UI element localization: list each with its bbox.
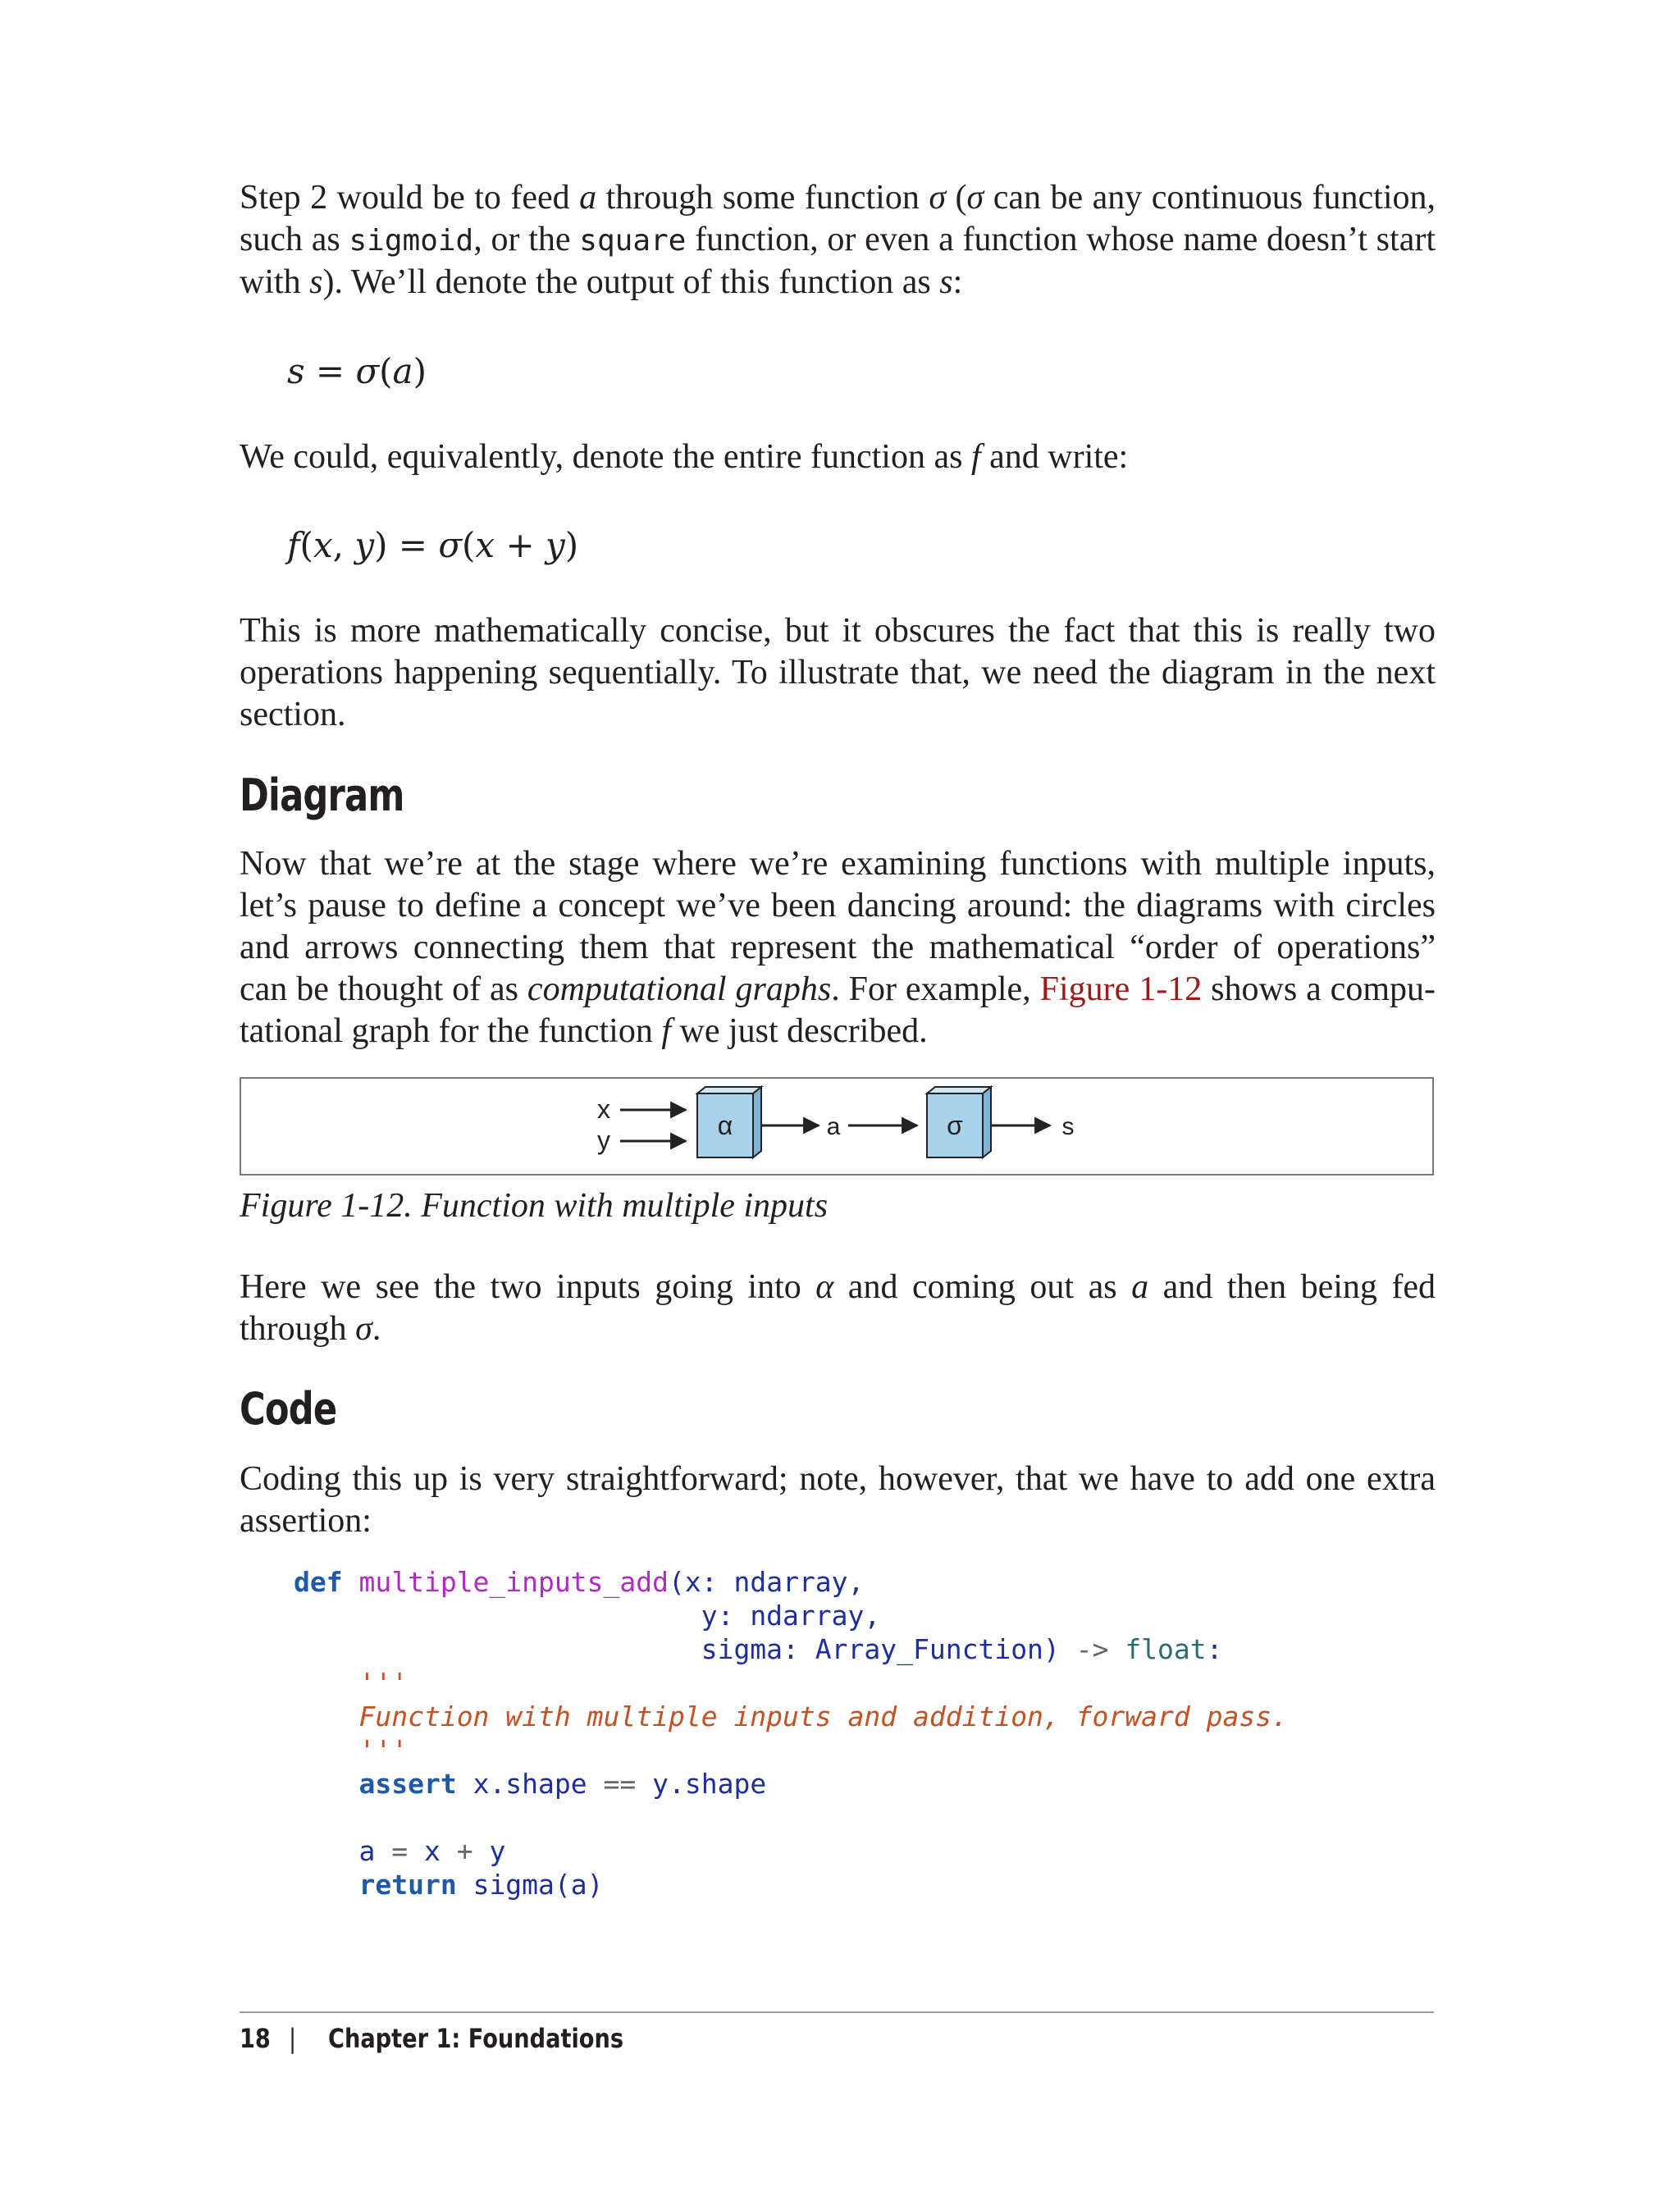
line: tational graph for the function f we just described. <box>240 1012 928 1050</box>
paragraph-step2 <box>240 177 1436 304</box>
line: We could, equivalently, denote the entire function as f and write: <box>240 438 1129 476</box>
sigma-node <box>927 1087 991 1157</box>
line: such as sigmoid, or the square function, or even a function whose name doesn’t start <box>240 221 1436 258</box>
paragraph-coding <box>240 1459 1436 1542</box>
paragraph-here-we-see <box>240 1267 1436 1350</box>
code-line: assert x.shape == y.shape <box>358 1768 767 1800</box>
paragraph-equivalently <box>240 436 1436 478</box>
figure-frame <box>240 1077 1434 1176</box>
line: with s). We’ll denote the output of this function as s: <box>240 263 963 301</box>
section-heading-diagram: Diagram <box>240 769 404 821</box>
line: operations happening sequentially. To illustrate that, we need the diagram in the next <box>240 654 1436 692</box>
equation-f: f(x, y) = σ(x + y) <box>287 525 579 565</box>
line: and arrows connecting them that represent the mathematical “order of operations” <box>240 929 1436 966</box>
inline-code: sigmoid <box>349 224 474 258</box>
sigma-label: σ <box>947 1111 963 1140</box>
line: assertion: <box>240 1502 372 1540</box>
computational-graph <box>241 1079 1432 1174</box>
line: section. <box>240 696 346 733</box>
code-line: return sigma(a) <box>358 1869 604 1901</box>
paragraph-computational-graphs <box>240 843 1436 1052</box>
paragraph-concise <box>240 610 1436 736</box>
line: This is more mathematically concise, but it obscures the fact that this is really two <box>240 612 1436 650</box>
line: can be thought of as computational graphs. For example, Figure 1-12 shows a compu- <box>240 970 1436 1008</box>
alpha-node <box>697 1087 761 1157</box>
line: let’s pause to define a concept we’ve been dancing around: the diagrams with circles <box>240 887 1436 924</box>
footer-separator: | <box>289 2023 297 2054</box>
figure-caption: Figure 1-12. Function with multiple inputs <box>240 1187 829 1225</box>
chapter-title: Chapter 1: Foundations <box>328 2023 624 2054</box>
footer-rule <box>240 2011 1434 2013</box>
mid-label-a: a <box>826 1113 841 1140</box>
input-x-label: x <box>597 1094 610 1124</box>
line: Here we see the two inputs going into α and coming out as a and then being fed <box>240 1268 1436 1306</box>
code-line: Function with multiple inputs and addition, forward pass. <box>358 1701 1288 1732</box>
code-line: a = x + y <box>358 1835 506 1867</box>
code-line: y: ndarray, <box>701 1600 881 1632</box>
page-number: 18 <box>240 2023 271 2054</box>
equation-s: s = σ(a) <box>287 351 427 391</box>
line: Coding this up is very straightforward; note, however, that we have to add one extra <box>240 1460 1436 1498</box>
line: through σ. <box>240 1310 381 1348</box>
line: Step 2 would be to feed a through some function σ (σ can be any continuous function, <box>240 179 1436 217</box>
line: Now that we’re at the stage where we’re examining functions with multiple inputs, <box>240 845 1436 883</box>
inline-code: square <box>579 224 687 258</box>
code-line: def multiple_inputs_add(x: ndarray, <box>294 1566 865 1598</box>
code-line: ''' <box>358 1734 409 1766</box>
code-line: ''' <box>358 1667 409 1699</box>
alpha-label: α <box>717 1111 733 1140</box>
section-heading-code: Code <box>240 1383 337 1435</box>
output-label-s: s <box>1061 1113 1075 1140</box>
code-line: sigma: Array_Function) -> float: <box>701 1633 1223 1665</box>
code-block <box>294 1565 1288 1901</box>
input-y-label: y <box>597 1125 610 1155</box>
figure-1-12-link[interactable]: Figure 1-12 <box>1039 970 1203 1008</box>
